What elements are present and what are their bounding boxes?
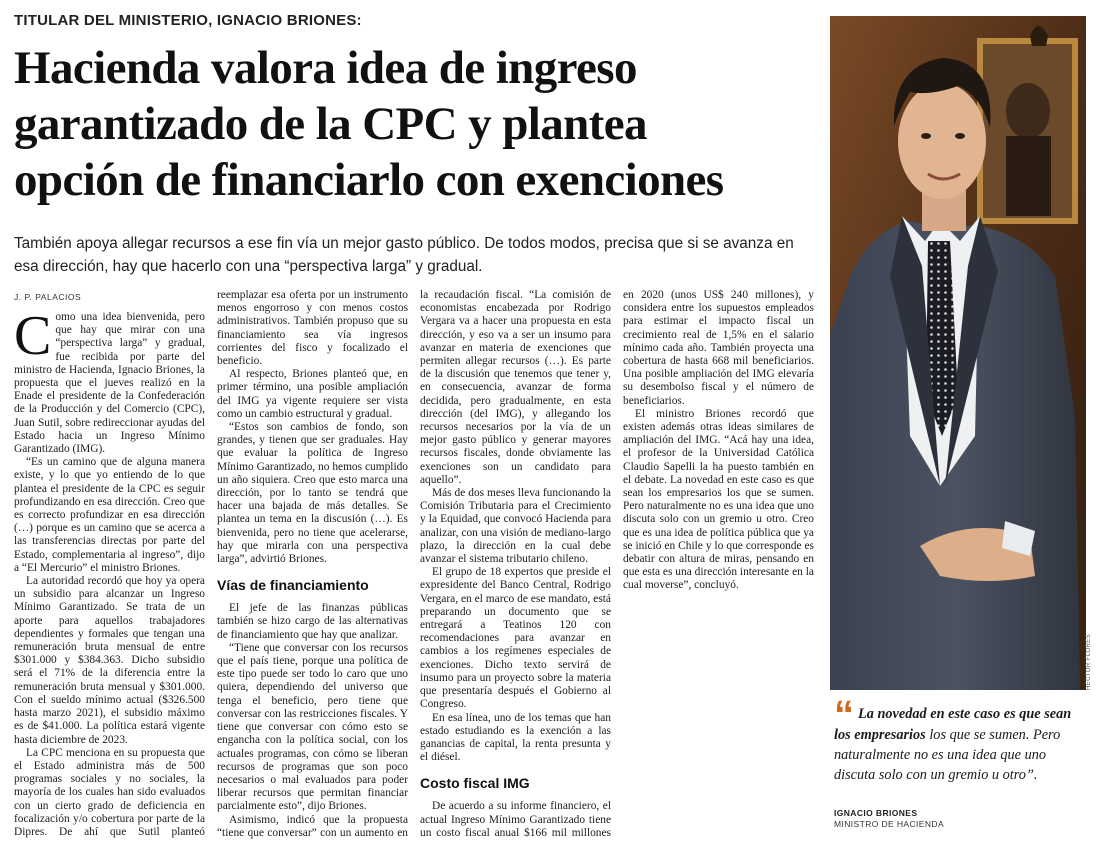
body-paragraph: Al respecto, Briones planteó que, en primer término, una posible ampliación del IMG ya vigente requiere ser vista como un cambio estructural y gradual.	[217, 368, 408, 420]
body-paragraph: El grupo de 18 expertos que preside el expresidente del Banco Central, Rodrigo Vergara, en el marco de ese mandato, está preparando un documento que se entregará a Teatinos 120 con recomendaciones para avanzar en cambios a los regímenes especiales de exenciones. Dicho texto servirá de insumo para un proyecto sobre la materia que presentaría después el Gobierno al Congreso.	[420, 566, 611, 711]
drop-cap: C	[14, 305, 52, 367]
quote-attribution-title: MINISTRO DE HACIENDA	[834, 819, 945, 829]
lede: También apoya allegar recursos a ese fin vía un mejor gasto público. De todos modos, precisa que si se avanza en esa dirección, hay que hacerlo con una “perspectiva larga” y gradual.	[14, 235, 794, 275]
pull-quote	[834, 693, 1084, 785]
photo-credit: HÉCTOR FLORES	[1086, 633, 1092, 690]
headline-line-3: opción de financiarlo con exenciones	[14, 154, 724, 206]
body-paragraph: Más de dos meses lleva funcionando la Comisión Tributaria para el Crecimiento y la Equidad, que convocó Hacienda para analizar, con una visión de mediano-largo plazo, la dirección en la cual debe avanzar el sistema tributario chileno.	[420, 487, 611, 566]
first-paragraph	[14, 305, 205, 456]
first-paragraph-text: omo una idea bienvenida, pero que hay que mirar con una “perspectiva larga” y gradual, fue recibida por parte del ministro de Hacienda, Ignacio Briones, la propuesta que el jueves realizó en la Enade el presidente de la Confederación de la Producción y del Comercio (CPC), Juan Sutil, sobre redireccionar ayudas del Estado hacia un Ingreso Mínimo Garantizado (IMG).	[14, 311, 205, 456]
kicker: TITULAR DEL MINISTERIO, IGNACIO BRIONES:	[14, 12, 362, 29]
headline-line-1: Hacienda valora idea de ingreso	[14, 42, 637, 94]
body-paragraph: El jefe de las finanzas públicas también se hizo cargo de las alternativas de financiamiento que hay que analizar.	[217, 602, 408, 641]
body-paragraph: Asimismo, indicó que la propuesta “tiene que conversar” con un aumento en la recaudación fiscal. “La comisión de economistas encabezada por Rodrigo Vergara va a hacer una propuesta en esta dirección, y eso va a ser un insumo para avanzar en materia de exenciones que permiten allegar recursos (…). Es parte de la discusión que tenemos que tener y, en consecuencia, avanzar de forma decidida, pero gradualmente, en esta dirección (del IMG), y allegando los recursos necesarios por la vía de un mejor gasto público y generar mayores recursos fiscales, donde obviamente las exenciones son un candidato para aquello”.	[217, 289, 611, 839]
pull-quote-bold: La novedad en este caso es que sean los empresarios	[834, 706, 1072, 743]
body-paragraph: “Estos son cambios de fondo, son grandes, y tienen que ser graduales. Hay que evaluar la política de Ingreso Mínimo Garantizado, no hemos cumplido un año siquiera. Creo que esto marca una dirección, por lo tanto se tendrá que hacer una bajada de más detalles. Se plantea un tema en la discusión (…). Es bienvenida, pero no tiene que acelerarse, hay que mirarla con una perspectiva larga”, advirtió Briones.	[217, 421, 408, 566]
body-paragraph: “Es un camino que de alguna manera existe, y lo que yo entiendo de lo que plantea el presidente de la CPC es seguir profundizando en esa dirección. Creo que es correcto profundizar en esa dirección (…) porque es un camino que se acerca a las transferencias directas por parte del Estado, complementaria al ingreso”, dijo a “El Mercurio” el ministro Briones.	[14, 456, 205, 574]
subhead-fiscal-cost: Costo fiscal IMG	[420, 775, 530, 792]
pull-quote-text: los que se sumen. Pero naturalmente no es una idea que uno discuta solo con un gremio u otro”.	[834, 727, 1061, 783]
quote-attribution-name: IGNACIO BRIONES	[834, 808, 918, 818]
body-paragraph: La CPC menciona en su propuesta que el Estado administra más de 500 programas sociales y no sociales, la mayoría de los cuales han sido evaluados con un cierto grado de deficiencia en focalización y/o cobertura por parte de la Dipres. De ahí que Sutil planteó reemplazar esa oferta por un instrumento menos engorroso y con menos costos administrativos. También propuso que su financiamiento sea vía ingresos corrientes del fisco y focalizado el beneficio.	[14, 289, 408, 838]
body-paragraph: El ministro Briones recordó que existen además otras ideas similares de ampliación del IMG. “Acá hay una idea, el profesor de la Universidad Católica Claudio Sapelli la ha puesto también en el debate. La novedad en este caso es que sean los empresarios los que se sumen. Pero naturalmente no es una idea que uno discuta solo con un gremio u otro. Creo que es una idea de política pública que ya se inició en Chile y lo que corresponde es debatir con altura de miras, pensando en que esta es una dirección interesante en la cual moverse”, concluyó.	[623, 407, 814, 592]
headline	[14, 40, 814, 208]
body-paragraph: La autoridad recordó que hoy ya opera un subsidio para alcanzar un Ingreso Mínimo Garantizado. Se trata de un aporte para aquellos trabajadores dependientes y formales que tengan una remuneración bruta mensual de entre $301.000 y $384.363. Dicho subsidio será el 71% de la diferencia entre la remuneración bruta mensual y $301.000. Con el sueldo mínimo actual ($326.500 hasta marzo 2021), el subsidio máximo es de $41.000. La política estará vigente hasta diciembre de 2023.	[14, 575, 205, 746]
quote-mark-icon: “	[834, 693, 854, 737]
body-paragraph: “Tiene que conversar con los recursos que el país tiene, porque una política de este tipo puede ser todo lo caro que uno quiera, dependiendo del universo que tenga el beneficio, pero tiene que conversar con las restricciones fiscales. Y tiene que conversar con cómo esto se engancha con la política social, con los actuales programas, con cómo se liberan recursos de programas que son poco necesarios o mal evaluados para poder liberar recursos que permitan financiar parcialmente esto”, dijo Briones.	[217, 641, 408, 813]
byline: J. P. PALACIOS	[14, 292, 82, 302]
body-paragraph: En esa línea, uno de los temas que han estado estudiando es la exención a las ganancias de capital, la renta presunta y el diésel.	[420, 711, 611, 764]
body-paragraph: De acuerdo a su informe financiero, el actual Ingreso Mínimo Garantizado tiene un costo fiscal anual $166 mil millones en 2020 (unos US$ 240 millones), y considera entre los supuestos empleados para estimar el impacto fiscal un crecimiento real de 1,5% en el salario mínimo cada año. También proyecta una cobertura de hasta 668 mil beneficiarios. Una posible ampliación del IMG elevaría su desembolso fiscal y el número de beneficiarios.	[420, 289, 814, 839]
article-body	[14, 289, 814, 841]
minister-photo	[830, 16, 1086, 690]
subhead-financing: Vías de financiamiento	[217, 577, 369, 594]
headline-line-2: garantizado de la CPC y plantea	[14, 98, 647, 150]
